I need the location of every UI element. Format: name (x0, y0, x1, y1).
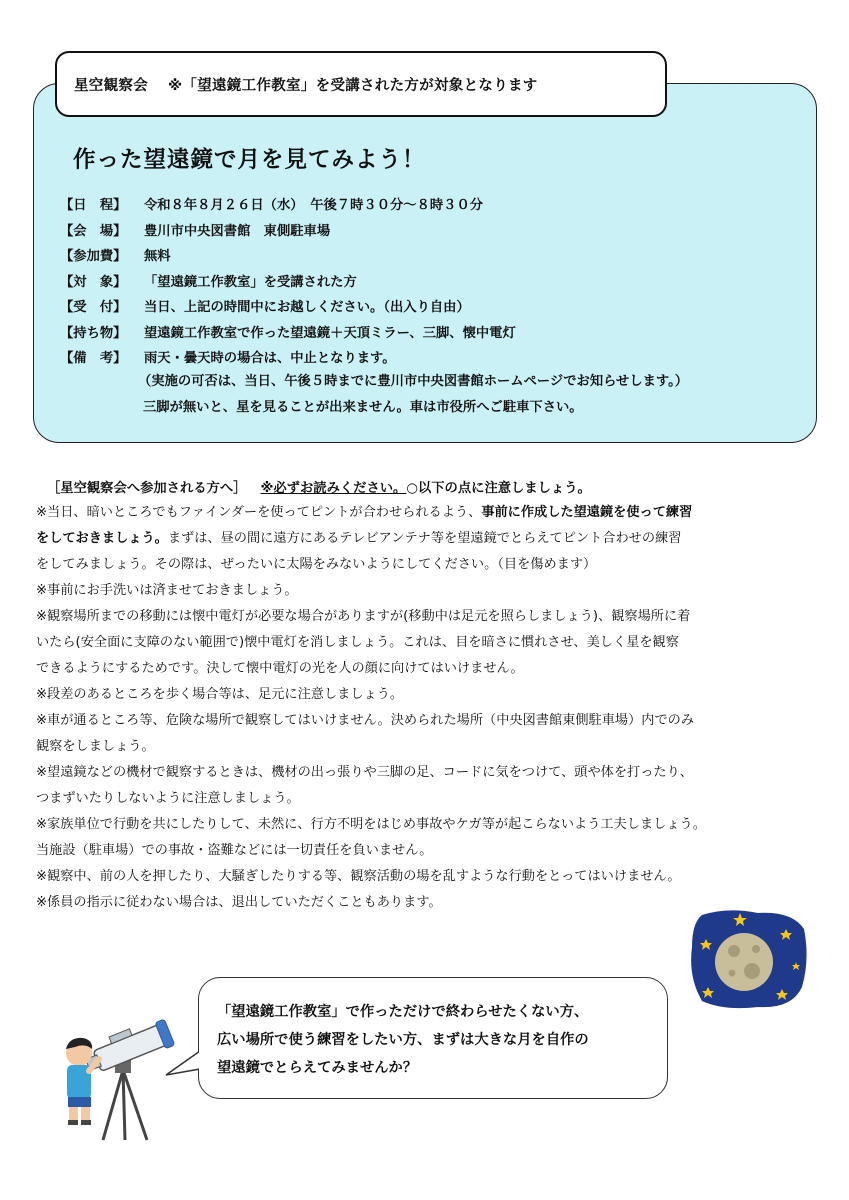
child-with-telescope-icon (55, 1015, 195, 1145)
rule-item (36, 864, 836, 890)
remarks-extra (138, 369, 688, 421)
notice-heading (47, 477, 591, 496)
detail-date (60, 191, 800, 217)
rule-item (36, 578, 836, 604)
rule-text: ※係員の指示に従わない場合は、退出していただくこともあります。 (36, 895, 442, 910)
detail-label: 【持ち物】 (60, 325, 127, 341)
rule-item (36, 604, 836, 682)
detail-label: 【備 考】 (60, 351, 127, 367)
rule-text: ※望遠鏡などの機材で観察するときは、機材の出っ張りや三脚の足、コードに気をつけて、頭や体を打ったり、 (36, 765, 693, 780)
rule-text: できるようにするためです。決して懐中電灯の光を人の顔に向けてはいけません。 (36, 661, 524, 676)
full-moon-with-stars-icon (688, 907, 808, 1011)
rule-item (36, 812, 836, 864)
rule-item (36, 708, 836, 760)
rule-text: 観察をしましょう。 (36, 739, 155, 754)
notice-intro: ○以下の点に注意しましょう。 (406, 481, 591, 496)
detail-label: 【対 象】 (60, 274, 127, 290)
bubble-line: 広い場所で使う練習をしたい方、まずは大きな月を自作の (217, 1032, 589, 1048)
bubble-line: 望遠鏡でとらえてみませんか？ (217, 1060, 418, 1076)
rule-emphasis: 事前に作成した望遠鏡を使って練習 (481, 505, 693, 520)
rule-text: ※事前にお手洗いは済ませておきましょう。 (36, 583, 298, 598)
rule-item (36, 500, 836, 578)
rule-text: ※当日、暗いところでもファインダーを使ってピントが合わせられるよう、 (36, 505, 482, 520)
detail-label: 【参加費】 (60, 249, 127, 265)
rule-text: ※観察場所までの移動には懐中電灯が必要な場合がありますが(移動中は足元を照らしましょう)、観察場所に着 (36, 609, 691, 624)
detail-fee (60, 242, 800, 268)
header-tab (55, 51, 667, 117)
detail-value: 令和８年８月２６日（水） 午後７時３０分～８時３０分 (144, 198, 484, 214)
detail-value: 豊川市中央図書館 東側駐車場 (144, 223, 331, 239)
rule-text: ※家族単位で行動を共にしたりして、未然に、行方不明をはじめ事故やケガ等が起こらないよう工夫しましょう。 (36, 817, 706, 832)
detail-remarks (60, 344, 800, 370)
rules-list (36, 500, 836, 916)
detail-reception (60, 293, 800, 319)
event-title: 作った望遠鏡で月を見てみよう！ (73, 147, 426, 173)
target-note: ※「望遠鏡工作教室」を受講された方が対象となります (168, 77, 538, 94)
detail-value: 「望遠鏡工作教室」を受講された方 (144, 274, 357, 290)
rule-text: 当施設（駐車場）での事故・盗難などには一切責任を負いません。 (36, 843, 433, 858)
rule-text: いたら(安全面に支障のない範囲で)懐中電灯を消しましょう。これは、目を暗さに慣れさせ、美しく星を観察 (36, 635, 679, 650)
detail-label: 【会 場】 (60, 223, 127, 239)
detail-target (60, 268, 800, 294)
series-title: 星空観察会 (74, 77, 148, 94)
bubble-line: 「望遠鏡工作教室」で作っただけで終わらせたくない方、 (217, 1004, 589, 1020)
must-read-note: ※必ずお読みください。 (260, 481, 407, 496)
detail-belongings (60, 319, 800, 345)
rule-text: をしてみましょう。その際は、ぜったいに太陽をみないようにしてください。（目を傷めます） (36, 557, 597, 572)
rule-item (36, 682, 836, 708)
rule-text: ※車が通るところ等、危険な場所で観察してはいけません。決められた場所（中央図書館東側駐車場）内でのみ (36, 713, 695, 728)
rule-text: ※段差のあるところを歩く場合等は、足元に注意しましょう。 (36, 687, 404, 702)
detail-venue (60, 217, 800, 243)
rule-item (36, 760, 836, 812)
detail-value: 望遠鏡工作教室で作った望遠鏡＋天頂ミラー、三脚、懐中電灯 (144, 325, 516, 341)
detail-value: 無料 (144, 249, 171, 265)
remarks-line: （実施の可否は、当日、午後５時までに豊川市中央図書館ホームページでお知らせします。） (138, 374, 689, 389)
rule-text: ※観察中、前の人を押したり、大騒ぎしたりする等、観察活動の場を乱すような行動をとってはいけません。 (36, 869, 681, 884)
speech-bubble-text (217, 998, 589, 1082)
detail-value: 当日、上記の時間中にお越しください。（出入り自由） (144, 300, 470, 316)
rule-emphasis: をしておきましょう。 (36, 531, 168, 546)
detail-label: 【受 付】 (60, 300, 127, 316)
event-details (60, 191, 800, 370)
notice-title: ［星空観察会へ参加される方へ］ (47, 481, 247, 496)
detail-label: 【日 程】 (60, 198, 127, 214)
detail-value: 雨天・曇天時の場合は、中止となります。 (144, 351, 396, 367)
rule-text: まずは、昼の間に遠方にあるテレビアンテナ等を望遠鏡でとらえてピント合わせの練習 (167, 531, 682, 546)
rule-text: つまずいたりしないように注意しましょう。 (36, 791, 300, 806)
remarks-line: 三脚が無いと、星を見ることが出来ません。車は市役所へご駐車下さい。 (143, 400, 583, 415)
